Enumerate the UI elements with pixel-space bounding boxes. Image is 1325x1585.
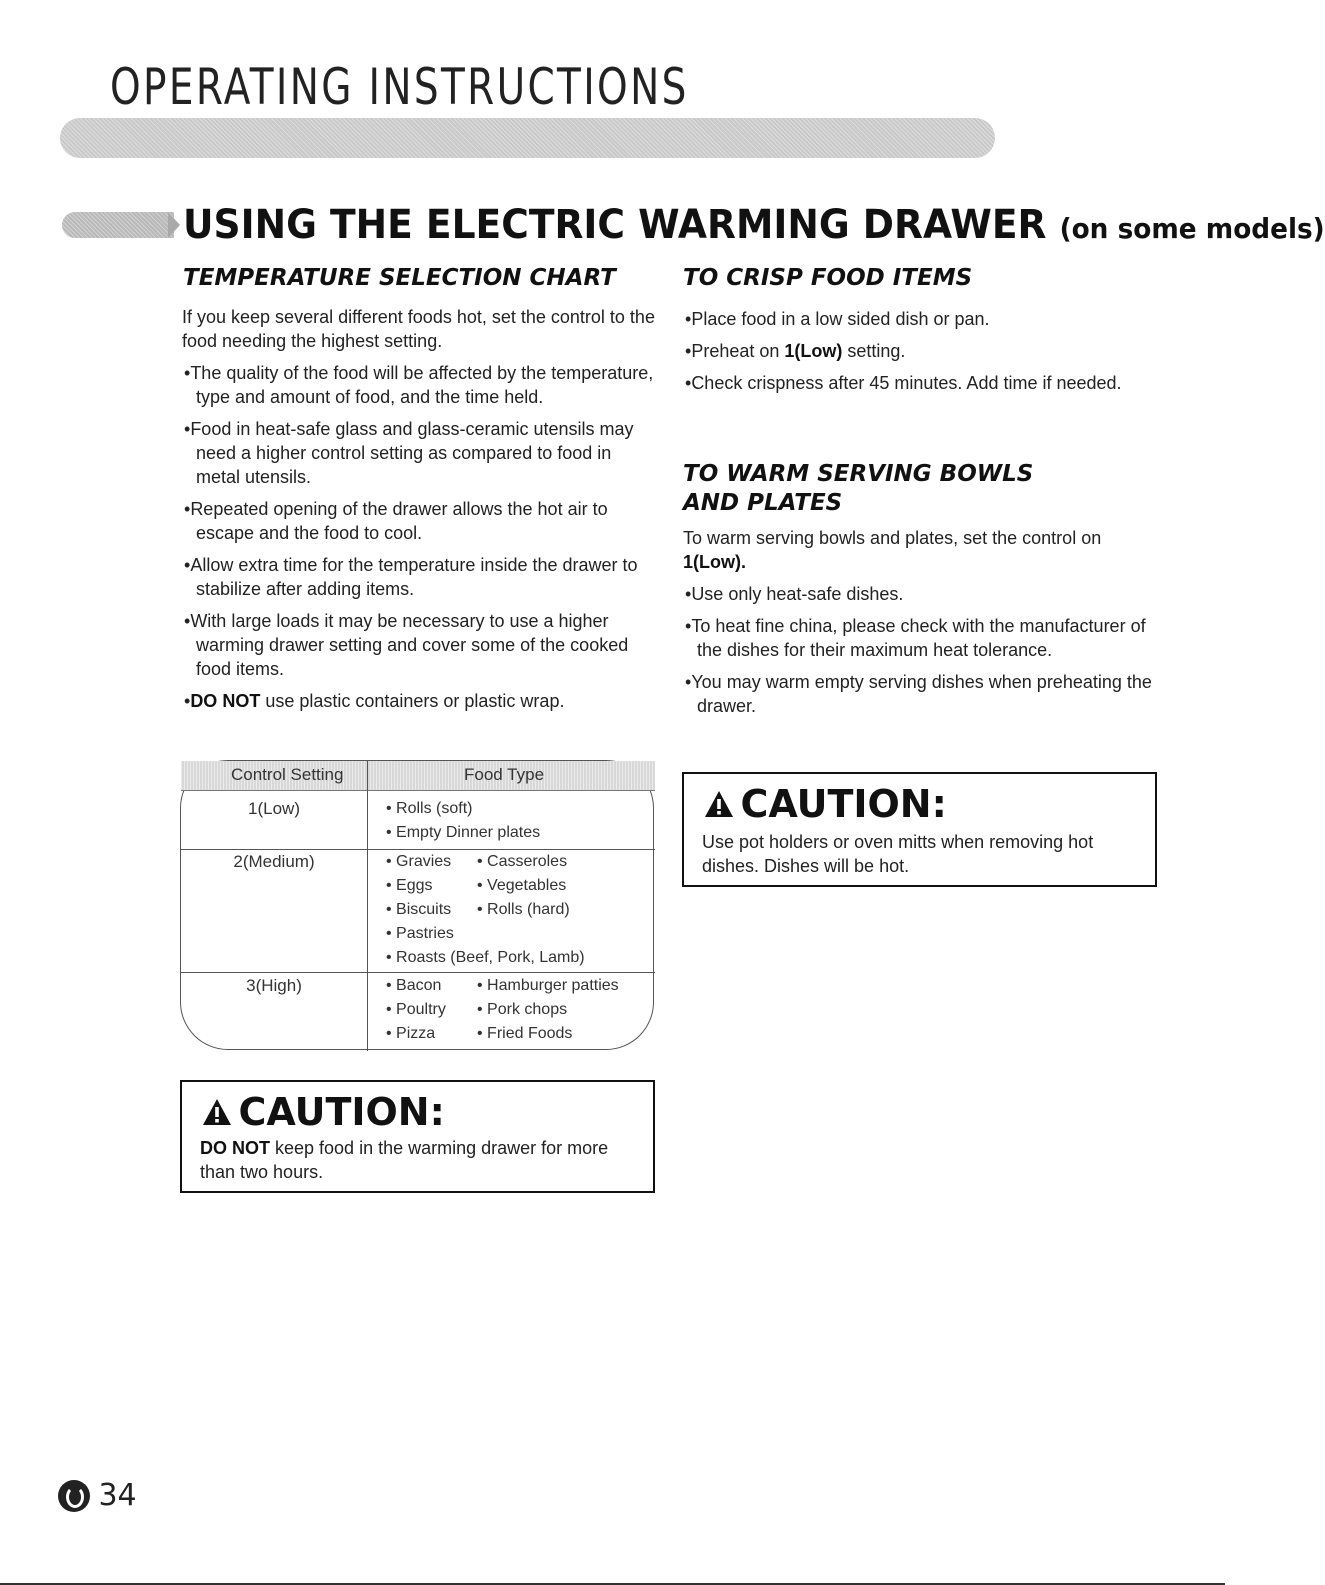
header-decorative-bar (60, 118, 995, 158)
warm-intro (683, 526, 1153, 574)
warm-bowls-heading (683, 460, 1033, 518)
temperature-chart-heading: TEMPERATURE SELECTION CHART (183, 265, 616, 291)
chart-food-item: • Fried Foods (477, 1025, 573, 1042)
caution-heading (704, 782, 947, 826)
chart-food-item: • Hamburger patties (477, 977, 619, 994)
caution-do-not: DO NOT (200, 1138, 270, 1158)
chart-setting-medium: 2(Medium) (233, 852, 315, 871)
chart-food-item: • Rolls (soft) (386, 800, 473, 817)
chart-setting-high: 3(High) (246, 976, 302, 995)
chart-food-item: • Roasts (Beef, Pork, Lamb) (386, 949, 585, 966)
chart-food-item: • Pizza (386, 1025, 436, 1042)
chart-food-item: • Pastries (386, 925, 454, 942)
left-bullet: • Food in heat-safe glass and glass-ceramic utensils may need a higher control setting as compared to food in metal utensils. (182, 417, 657, 489)
caution-box-right (682, 772, 1157, 887)
chart-food-item: • Empty Dinner plates (386, 824, 541, 841)
left-bullet: • Repeated opening of the drawer allows the hot air to escape and the food to cool. (182, 497, 657, 545)
warm-bowls-heading-line2: AND PLATES (683, 490, 843, 516)
warm-bullet: • You may warm empty serving dishes when preheating the drawer. (683, 670, 1153, 718)
caution-box-left (180, 1080, 655, 1193)
preheat-pre: Preheat on (691, 341, 785, 361)
section-marker-pill (62, 212, 174, 238)
page-footer (58, 1478, 137, 1513)
chart-food-item: • Vegetables (477, 877, 567, 894)
section-title-main: USING THE ELECTRIC WARMING DRAWER (183, 202, 1047, 248)
crisp-bullet-preheat (683, 339, 1153, 363)
page-number: 34 (98, 1478, 137, 1513)
caution-body (200, 1136, 630, 1184)
chart-setting-low: 1(Low) (248, 799, 300, 818)
left-intro: If you keep several different foods hot, set the control to the food needing the highest setting. (182, 307, 655, 351)
chart-food-item: • Gravies (386, 853, 452, 870)
chart-food-item: • Poultry (386, 1001, 446, 1018)
warm-bullet: • To heat fine china, please check with the manufacturer of the dishes for their maximum heat tolerance. (683, 614, 1153, 662)
caution-title: CAUTION: (238, 1090, 445, 1134)
page-header-title: OPERATING INSTRUCTIONS (110, 58, 689, 116)
chart-food-item: • Casseroles (477, 853, 568, 870)
warning-triangle-icon (202, 1098, 232, 1126)
chart-row-divider (181, 972, 655, 973)
warm-intro-text: To warm serving bowls and plates, set the control on (683, 528, 1102, 548)
chart-header-row (181, 761, 655, 791)
chart-frame (180, 760, 654, 1050)
left-bullet: • With large loads it may be necessary to use a higher warming drawer setting and cover some of the cooked food items. (182, 609, 657, 681)
caution-text: keep food in the warming drawer for more than two hours. (200, 1138, 609, 1182)
chart-header-control-setting: Control Setting (231, 765, 344, 784)
left-bullet: • The quality of the food will be affected by the temperature, type and amount of food, and the time held. (182, 361, 657, 409)
chart-header-food-type: Food Type (464, 765, 545, 784)
chart-food-item: • Rolls (hard) (477, 901, 570, 918)
warm-bowls-text (683, 526, 1153, 726)
section-title (183, 202, 1325, 248)
caution-title: CAUTION: (740, 782, 947, 826)
section-title-sub: (on some models) (1059, 212, 1325, 245)
chart-food-item: • Biscuits (386, 901, 452, 918)
do-not-text: use plastic containers or plastic wrap. (260, 691, 565, 711)
left-bullet-do-not (182, 689, 657, 713)
crisp-bullet: • Place food in a low sided dish or pan. (683, 307, 1153, 331)
caution-heading (202, 1090, 445, 1134)
chart-food-item: • Bacon (386, 977, 442, 994)
preheat-post: setting. (842, 341, 906, 361)
lg-logo-icon (58, 1480, 90, 1512)
warm-bowls-heading-line1: TO WARM SERVING BOWLS (683, 461, 1034, 487)
warning-triangle-icon (704, 790, 734, 818)
chart-food-item: • Eggs (386, 877, 433, 894)
crisp-food-list (683, 307, 1153, 403)
temperature-selection-chart (180, 760, 654, 1050)
chart-column-divider (367, 761, 368, 1051)
left-column-text (182, 305, 657, 721)
do-not-label: DO NOT (190, 691, 261, 711)
preheat-setting: 1(Low) (784, 341, 843, 361)
section-marker-arrow-icon (168, 212, 180, 238)
crisp-food-heading: TO CRISP FOOD ITEMS (683, 265, 973, 291)
crisp-bullet: • Check crispness after 45 minutes. Add time if needed. (683, 371, 1153, 395)
warm-intro-setting: 1(Low). (683, 552, 746, 572)
chart-food-item: • Pork chops (477, 1001, 568, 1018)
warm-bullet: • Use only heat-safe dishes. (683, 582, 1153, 606)
left-bullet: • Allow extra time for the temperature inside the drawer to stabilize after adding items. (182, 553, 657, 601)
caution-body: Use pot holders or oven mitts when removing hot dishes. Dishes will be hot. (702, 832, 1094, 876)
